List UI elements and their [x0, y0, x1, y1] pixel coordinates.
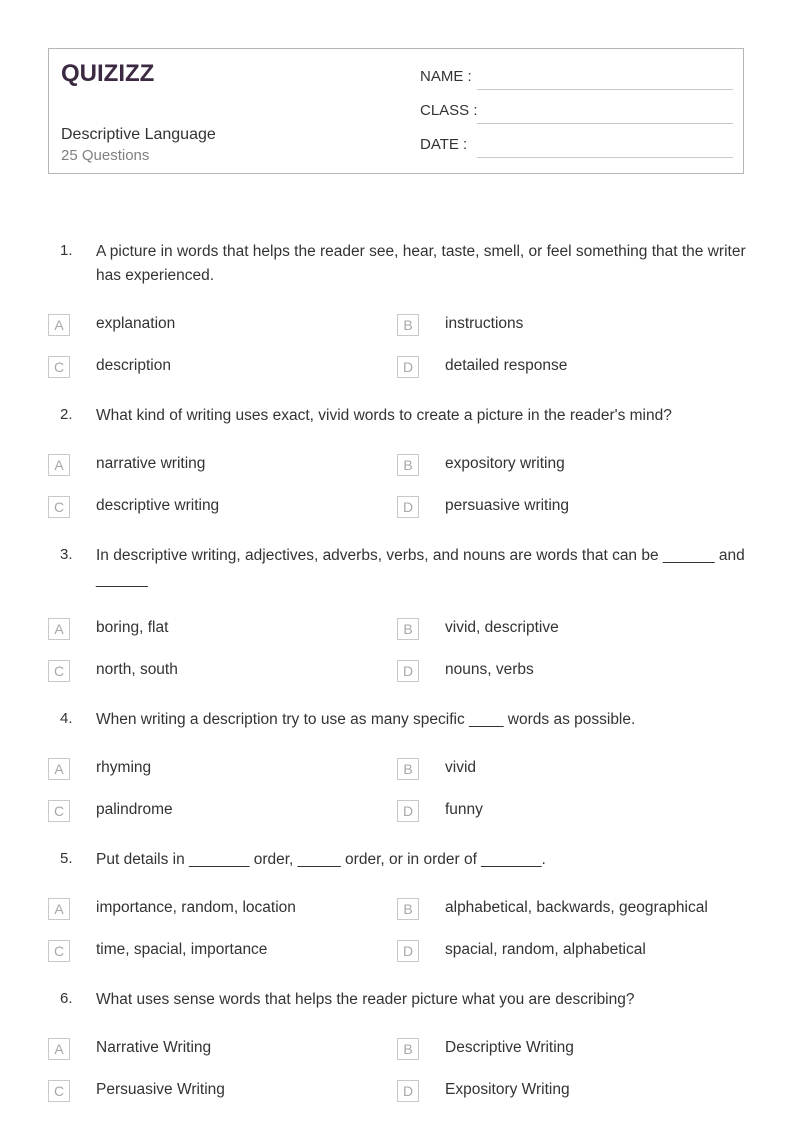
option-b-box[interactable]: B	[397, 454, 419, 476]
option-d-text: Expository Writing	[445, 1081, 570, 1098]
question-text: What uses sense words that helps the reader picture what you are describing?	[96, 991, 635, 1008]
question-number: 5.	[60, 850, 73, 867]
option-b-box[interactable]: B	[397, 898, 419, 920]
option-a-box[interactable]: A	[48, 1038, 70, 1060]
option-c-box[interactable]: C	[48, 496, 70, 518]
option-a-text: narrative writing	[96, 455, 206, 472]
option-a-box[interactable]: A	[48, 314, 70, 336]
question-text: In descriptive writing, adjectives, adverbs, verbs, and nouns are words that can be ______ and ______	[96, 547, 745, 588]
class-field[interactable]	[477, 123, 733, 124]
name-label: NAME :	[420, 68, 472, 85]
option-c-text: description	[96, 357, 171, 374]
option-a-box[interactable]: A	[48, 618, 70, 640]
option-b-text: alphabetical, backwards, geographical	[445, 899, 708, 916]
option-d-text: spacial, random, alphabetical	[445, 941, 646, 958]
option-c-box[interactable]: C	[48, 940, 70, 962]
option-c-text: north, south	[96, 661, 178, 678]
option-d-text: persuasive writing	[445, 497, 570, 514]
option-a-box[interactable]: A	[48, 758, 70, 780]
option-c-text: palindrome	[96, 801, 173, 818]
option-a-text: boring, flat	[96, 619, 169, 636]
name-field[interactable]	[477, 89, 733, 90]
option-d-box[interactable]: D	[397, 660, 419, 682]
option-a-box[interactable]: A	[48, 898, 70, 920]
question-number: 1.	[60, 242, 73, 259]
question-number: 4.	[60, 710, 73, 727]
class-label: CLASS :	[420, 102, 478, 119]
question-number: 6.	[60, 990, 73, 1007]
option-d-box[interactable]: D	[397, 940, 419, 962]
option-d-box[interactable]: D	[397, 800, 419, 822]
option-a-box[interactable]: A	[48, 454, 70, 476]
question-text: Put details in _______ order, _____ order, or in order of _______.	[96, 851, 546, 868]
option-b-box[interactable]: B	[397, 618, 419, 640]
option-d-text: nouns, verbs	[445, 661, 534, 678]
question-number: 3.	[60, 546, 73, 563]
option-c-box[interactable]: C	[48, 660, 70, 682]
option-b-text: Descriptive Writing	[445, 1039, 574, 1056]
date-field[interactable]	[477, 157, 733, 158]
question-text: A picture in words that helps the reader see, hear, taste, smell, or feel something that the writer has experienced.	[96, 243, 746, 284]
option-d-box[interactable]: D	[397, 1080, 419, 1102]
option-d-text: funny	[445, 801, 483, 818]
option-b-text: vivid, descriptive	[445, 619, 559, 636]
option-d-box[interactable]: D	[397, 356, 419, 378]
option-c-box[interactable]: C	[48, 1080, 70, 1102]
option-d-text: detailed response	[445, 357, 568, 374]
option-c-box[interactable]: C	[48, 356, 70, 378]
question-number: 2.	[60, 406, 73, 423]
worksheet-title: Descriptive Language	[61, 126, 216, 143]
quizizz-logo: QUIZIZZ	[61, 60, 155, 87]
option-b-text: expository writing	[445, 455, 565, 472]
question-text: What kind of writing uses exact, vivid words to create a picture in the reader's mind?	[96, 407, 672, 424]
option-a-text: Narrative Writing	[96, 1039, 212, 1056]
option-b-box[interactable]: B	[397, 1038, 419, 1060]
option-b-text: vivid	[445, 759, 477, 776]
option-c-text: descriptive writing	[96, 497, 220, 514]
option-c-text: Persuasive Writing	[96, 1081, 225, 1098]
option-a-text: rhyming	[96, 759, 152, 776]
question-count: 25 Questions	[61, 147, 150, 164]
option-c-text: time, spacial, importance	[96, 941, 268, 958]
option-a-text: importance, random, location	[96, 899, 296, 916]
option-c-box[interactable]: C	[48, 800, 70, 822]
date-label: DATE :	[420, 136, 468, 153]
option-d-box[interactable]: D	[397, 496, 419, 518]
worksheet-header	[48, 48, 744, 174]
question-text: When writing a description try to use as many specific ____ words as possible.	[96, 711, 636, 728]
option-b-box[interactable]: B	[397, 314, 419, 336]
option-b-text: instructions	[445, 315, 524, 332]
option-b-box[interactable]: B	[397, 758, 419, 780]
option-a-text: explanation	[96, 315, 176, 332]
